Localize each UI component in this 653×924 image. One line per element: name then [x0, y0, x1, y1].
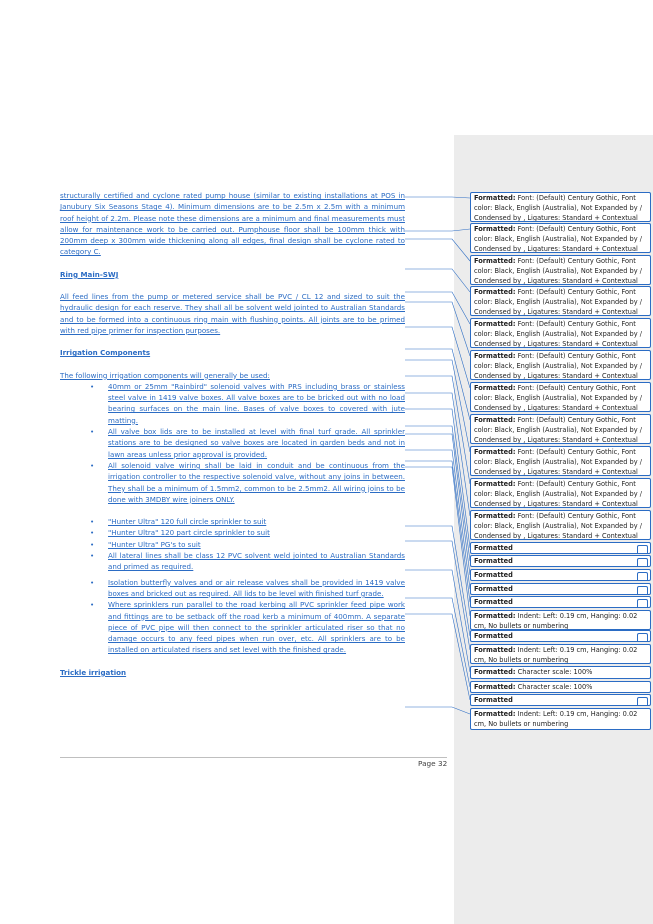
connector-line — [405, 292, 470, 324]
comment-text: Font: (Default) Century Gothic, Font color: Black, English (Australia), Not Expanded by / Condensed by , Ligatures: Standard + Contextual — [474, 448, 642, 476]
comment-label: Formatted: — [474, 320, 516, 328]
comment-label: Formatted: — [474, 612, 516, 620]
connector-line — [405, 327, 470, 388]
comment-label: Formatted: — [474, 257, 516, 265]
comment-label: Formatted: — [474, 683, 516, 691]
connector-line — [405, 434, 470, 575]
connector-line — [405, 614, 470, 700]
comment-text: Font: (Default) Century Gothic, Font color: Black, English (Australia), Not Expanded by / Condensed by , Ligatures: Standard + Contextual — [474, 416, 642, 444]
comment-text: Indent: Left: 0.19 cm, Hanging: 0.02 cm, No bullets or numbering — [474, 612, 638, 630]
comment-label: Formatted — [474, 585, 513, 593]
comment-text: Character scale: 100% — [517, 668, 593, 676]
list-item: • Where sprinklers run parallel to the road kerbing all PVC sprinkler feed pipe work and fittings are to be setback off the road kerb a minimum of 400mm. A separate piece of PVC pipe will then connect to the sprinkler articulated riser so that no damage occurs to any feed pipes when run over, etc. All sprinklers are to be installed on articulated risers and set level with the finished grade. — [60, 599, 405, 655]
connector-line — [405, 197, 470, 198]
connector-line — [405, 376, 470, 484]
ring-main-heading: Ring Main-SWJ — [60, 269, 119, 279]
connector-line — [405, 360, 470, 452]
comment-label: Formatted: — [474, 384, 516, 392]
connector-line — [405, 302, 470, 356]
comment-text: Font: (Default) Century Gothic, Font color: Black, English (Australia), Not Expanded by / Condensed by , Ligatures: Standard + Contextual — [474, 194, 642, 222]
comment-label: Formatted: — [474, 352, 516, 360]
comment-label: Formatted: — [474, 480, 516, 488]
comment-text: Indent: Left: 0.19 cm, Hanging: 0.02 cm, No bullets or numbering — [474, 646, 638, 664]
list-item: • 40mm or 25mm "Rainbird" solenoid valves with PRS including brass or stainless steel valve in 1419 valve boxes. All valve boxes are to be bricked out with no load bearing surfaces on the main line. Bases of valve boxes to covered with jute matting. — [60, 381, 405, 426]
comment-label: Formatted: — [474, 710, 516, 718]
connector-line — [405, 707, 470, 714]
connector-line — [405, 526, 470, 636]
comment-text: Indent: Left: 0.19 cm, Hanging: 0.02 cm, No bullets or numbering — [474, 710, 638, 728]
connector-line — [405, 598, 470, 687]
connector-line — [405, 570, 470, 672]
comment-text: Font: (Default) Century Gothic, Font color: Black, English (Australia), Not Expanded by / Condensed by , Ligatures: Standard + Contextual — [474, 225, 642, 253]
comment-text: Font: (Default) Century Gothic, Font color: Black, English (Australia), Not Expanded by / Condensed by , Ligatures: Standard + Contextual — [474, 320, 642, 348]
comment-text: Font: (Default) Century Gothic, Font color: Black, English (Australia), Not Expanded by / Condensed by , Ligatures: Standard + Contextual — [474, 257, 642, 285]
connector-line — [405, 269, 470, 292]
comment-text: Font: (Default) Century Gothic, Font color: Black, English (Australia), Not Expanded by / Condensed by , Ligatures: Standard + Contextual — [474, 512, 642, 540]
trickle-irrigation-heading: Trickle irrigation — [60, 667, 127, 677]
irrigation-intro: The following irrigation components will generally be used: — [60, 370, 270, 380]
irrigation-components-heading: Irrigation Components — [60, 348, 151, 358]
list-item: • All lateral lines shall be class 12 PVC solvent weld jointed to Australian Standards and primed as required. — [60, 550, 405, 573]
comment-text: Font: (Default) Century Gothic, Font color: Black, English (Australia), Not Expanded by / Condensed by , Ligatures: Standard + Contextual — [474, 480, 642, 508]
comment-label: Formatted — [474, 557, 513, 565]
page-number: Page 32 — [418, 759, 448, 768]
list-item: • All solenoid valve wiring shall be laid in conduit and be continuous from the irrigation controller to the respective solenoid valve, without any joins in between. They shall be a minimum of 1.5mm2, common to be 2.5mm2. All wiring joins to be done with 3MDBY wire joiners ONLY. — [60, 460, 405, 505]
comment-label: Formatted: — [474, 512, 516, 520]
comment-label: Formatted — [474, 544, 513, 552]
list-item: • Isolation butterfly valves and or air release valves shall be provided in 1419 valve boxes and bricked out as required. All lids to be level with finished turf grade. — [60, 577, 405, 600]
list-item: • All valve box lids are to be installed at level with final turf grade. All sprinkler stations are to be designed so valve boxes are located in garden beds and not in lawn areas unless prior approval is provided. — [60, 426, 405, 460]
comment-label: Formatted: — [474, 194, 516, 202]
list-item: • "Hunter Ultra" 120 full circle sprinkler to suit — [60, 516, 405, 527]
comment-text: Character scale: 100% — [517, 683, 593, 691]
connector-line — [405, 461, 470, 602]
comment-label: Formatted: — [474, 448, 516, 456]
comment-label: Formatted: — [474, 646, 516, 654]
connector-line — [405, 541, 470, 650]
comment-label: Formatted: — [474, 225, 516, 233]
comment-text: Font: (Default) Century Gothic, Font color: Black, English (Australia), Not Expanded by / Condensed by , Ligatures: Standard + Contextual — [474, 288, 642, 316]
pump-house-paragraph: structurally certified and cyclone rated pump house (similar to existing installations at POS in Janubury Six Seasons Stage 4). Minimum dimensions are to be 2.5m x 2.5m with a minimum roof height of 2.2m. Please note these dimensions are a minimum and final measurements must allow for maintenance work to be carried out. Pumphouse floor shall be 100mm thick with 200mm deep x 300mm wide thickening along all edges, final design shall be cyclone rated to category C. — [60, 191, 405, 257]
comment-label: Formatted: — [474, 288, 516, 296]
comment-label: Formatted: — [474, 416, 516, 424]
connector-line — [405, 349, 470, 420]
comment-label: Formatted — [474, 571, 513, 579]
comment-label: Formatted — [474, 696, 513, 704]
ring-main-paragraph: All feed lines from the pump or metered service shall be PVC / CL 12 and sized to suit the hydraulic design for each reserve. They shall all be solvent weld jointed to Australian Standards and to be formed into a continuous ring main with flushing points. All joints are to be primed with red pipe primer for inspection purposes. — [60, 292, 405, 335]
connector-line — [405, 239, 470, 261]
connector-line — [405, 229, 470, 231]
comment-text: Font: (Default) Century Gothic, Font color: Black, English (Australia), Not Expanded by / Condensed by , Ligatures: Standard + Contextual — [474, 384, 642, 412]
list-item: • "Hunter Ultra" 120 part circle sprinkler to suit — [60, 527, 405, 538]
comment-label: Formatted — [474, 632, 513, 640]
comment-label: Formatted: — [474, 668, 516, 676]
comment-text: Font: (Default) Century Gothic, Font color: Black, English (Australia), Not Expanded by / Condensed by , Ligatures: Standard + Contextual — [474, 352, 642, 380]
list-item: • "Hunter Ultra" PG's to suit — [60, 539, 405, 550]
comment-label: Formatted — [474, 598, 513, 606]
